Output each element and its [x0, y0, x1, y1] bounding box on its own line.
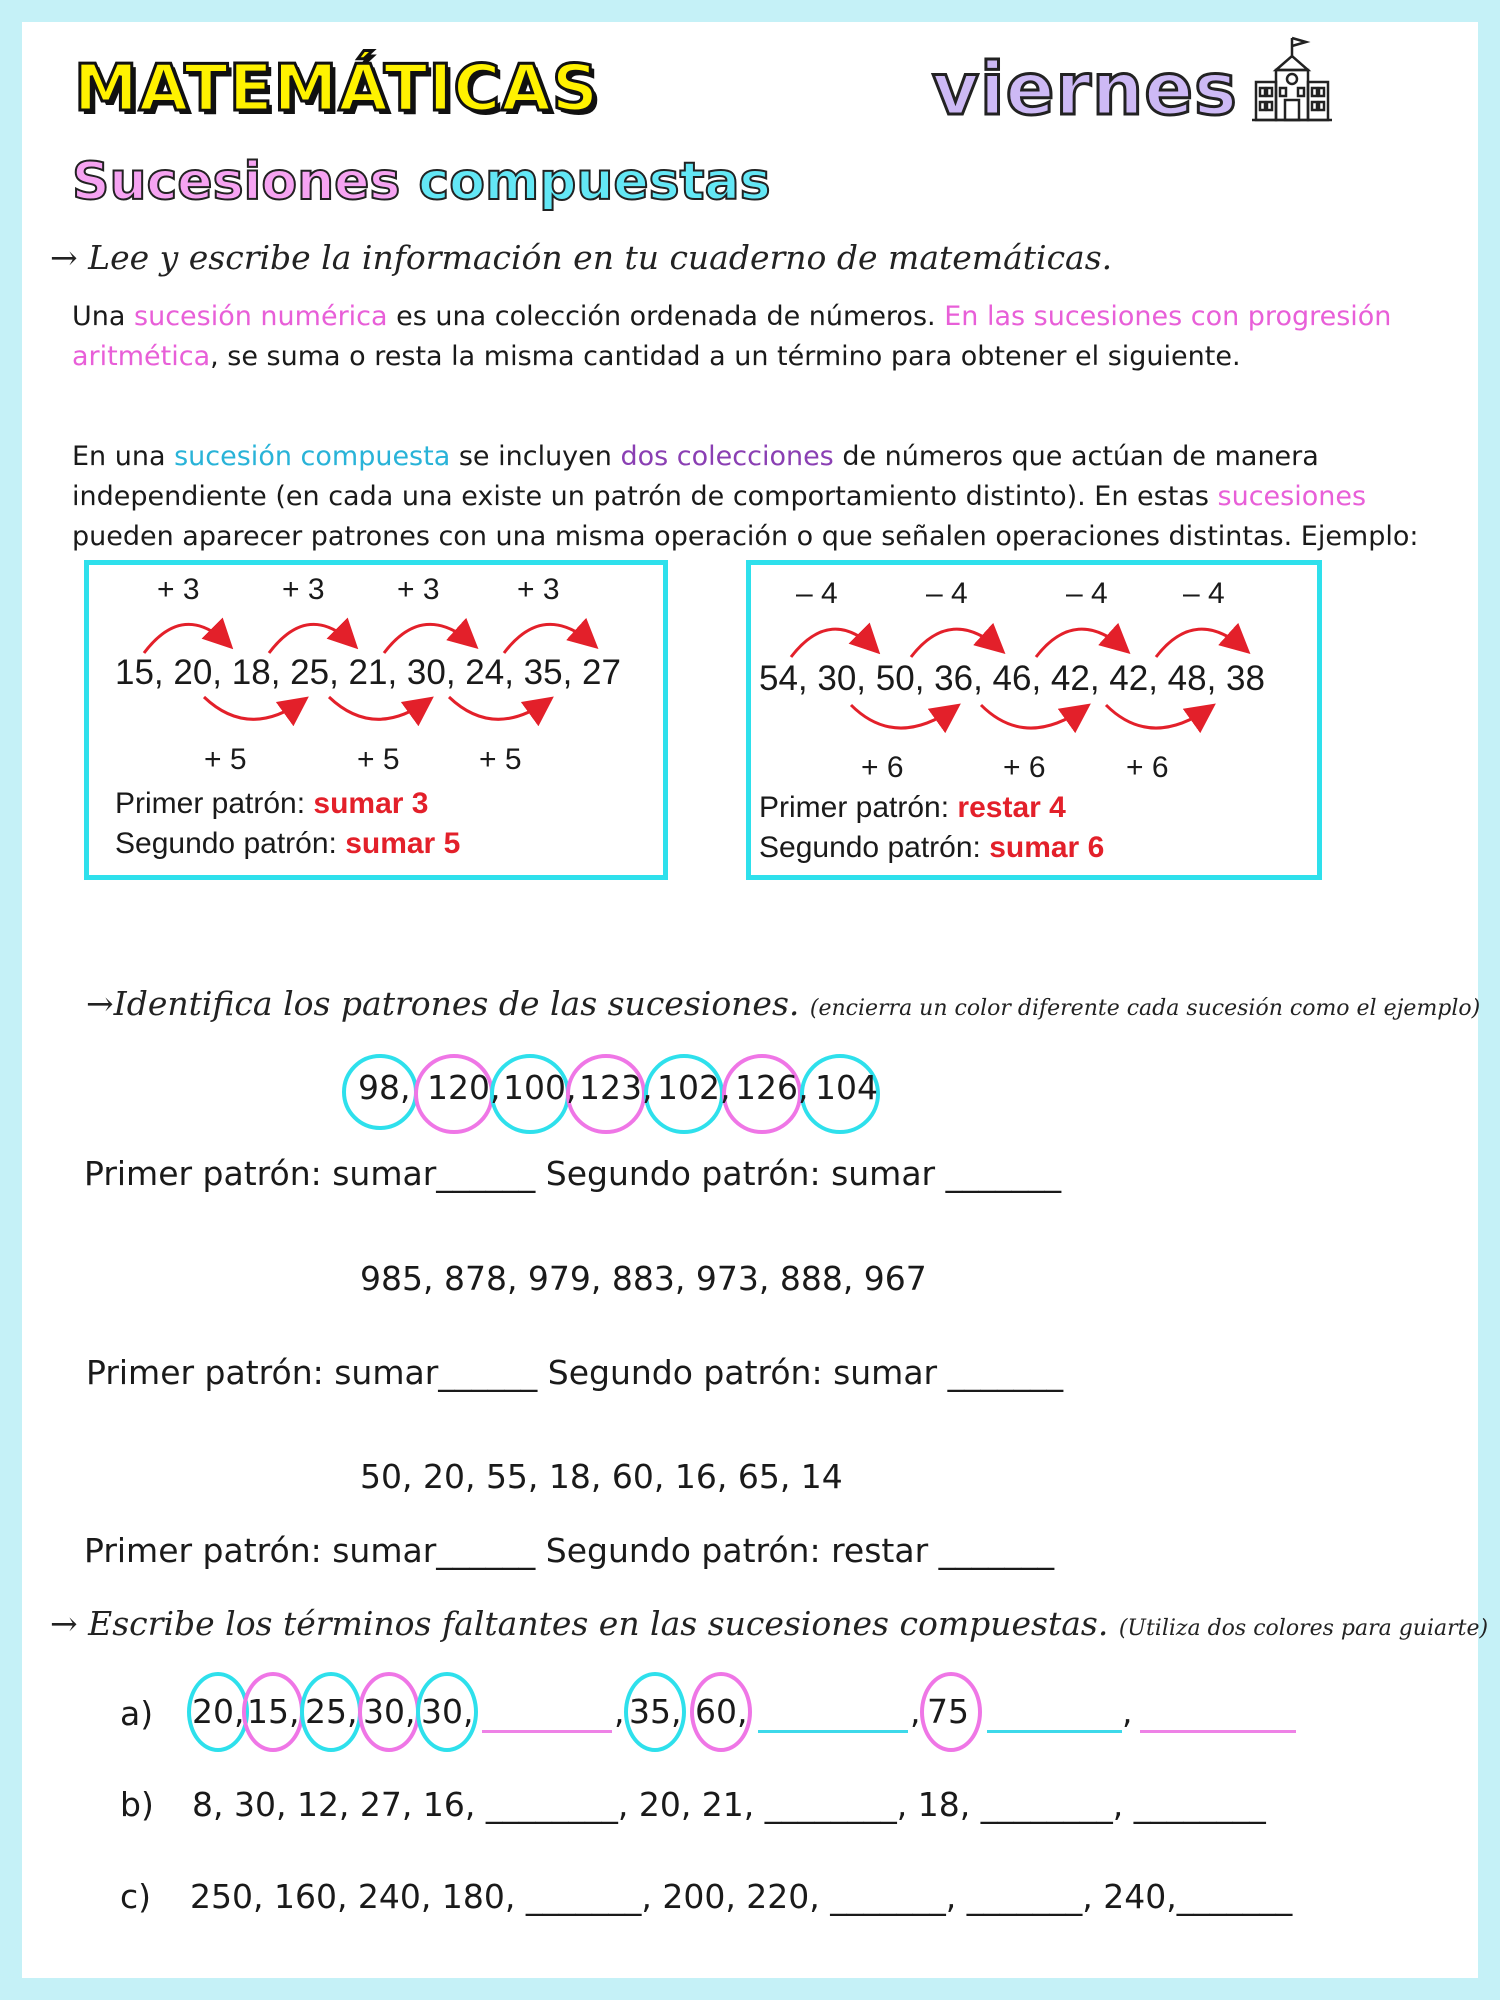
ex2-pattern-1-value: restar 4: [957, 791, 1066, 824]
seq1-term-5: 102,: [657, 1068, 731, 1107]
page-title: MATEMÁTICAS: [74, 52, 599, 126]
ex2-top-op-2: – 4: [926, 577, 968, 610]
item-a-sep-3: ,: [1122, 1692, 1133, 1731]
seq2-answer-line[interactable]: Primer patrón: sumar______ Segundo patrón: sumar _______: [86, 1353, 1064, 1392]
seq3-text: 50, 20, 55, 18, 60, 16, 65, 14: [360, 1457, 843, 1496]
item-a-label: a): [120, 1694, 154, 1733]
p2-highlight-1: sucesión compuesta: [174, 441, 451, 472]
p1-highlight-2: En las sucesiones con progresión aritmética: [72, 301, 1392, 372]
item-a-term-1: 20,: [192, 1692, 245, 1731]
read-instruction: [50, 238, 1112, 277]
item-a-blank-4[interactable]: [1140, 1730, 1296, 1733]
arrow-right-icon: →: [86, 984, 114, 1023]
p1-text-2: es una colección ordenada de números.: [387, 301, 945, 332]
ex2-bottom-op-1: + 6: [861, 751, 904, 784]
ex1-top-op-3: + 3: [397, 573, 440, 606]
missing-instruction: [50, 1604, 1488, 1643]
item-b-text[interactable]: 8, 30, 12, 27, 16, ________, 20, 21, ________, 18, ________, ________: [192, 1785, 1266, 1824]
seq1-term-1: 98,: [358, 1068, 411, 1107]
ex1-pattern-1-value: sumar 3: [313, 787, 429, 820]
ex1-pattern-2-label: Segundo patrón:: [115, 827, 346, 860]
ex2-top-op-1: – 4: [796, 577, 838, 610]
item-a-term-5: 30,: [421, 1692, 474, 1731]
item-c-text[interactable]: 250, 160, 240, 180, _______, 200, 220, _______, _______, 240,_______: [190, 1877, 1293, 1916]
ex2-pattern-2: [759, 831, 1104, 865]
subtitle: [72, 152, 771, 212]
subtitle-word-2: compuestas: [418, 152, 771, 212]
item-b-label: b): [120, 1785, 154, 1824]
ex1-top-op-1: + 3: [157, 573, 200, 606]
read-instruction-text: Lee y escribe la información en tu cuaderno de matemáticas.: [88, 238, 1113, 277]
item-a-blank-2[interactable]: [758, 1730, 908, 1733]
item-a-term-7: 60,: [695, 1692, 748, 1731]
arrow-right-icon: →: [50, 1604, 78, 1643]
ex1-pattern-2-value: sumar 5: [345, 827, 461, 860]
p1-text-3: , se suma o resta la misma cantidad a un término para obtener el siguiente.: [210, 341, 1241, 372]
ex1-bottom-op-3: + 5: [479, 743, 522, 776]
example-2-arrows: [751, 565, 1317, 875]
p2-text-4: pueden aparecer patrones con una misma operación o que señalen operaciones distintas. Ejemplo:: [72, 521, 1419, 552]
item-a-sep-1: ,: [614, 1692, 625, 1731]
seq1-term-7: 104: [815, 1068, 878, 1107]
paragraph-definition: [72, 297, 1452, 377]
ex2-pattern-1: [759, 791, 1066, 825]
example-box-1: [84, 560, 668, 880]
p2-text-1: En una: [72, 441, 175, 472]
seq3-answer-line[interactable]: Primer patrón: sumar______ Segundo patrón: restar _______: [84, 1531, 1055, 1570]
arrow-right-icon: →: [50, 238, 78, 277]
identify-instruction: [86, 984, 1480, 1023]
missing-note: (Utiliza dos colores para guiarte): [1118, 1616, 1489, 1641]
p1-text-1: Una: [72, 301, 135, 332]
item-a-term-4: 30,: [363, 1692, 416, 1731]
item-a-blank-3[interactable]: [987, 1730, 1122, 1733]
ex2-pattern-2-label: Segundo patrón:: [759, 831, 990, 864]
item-a-sep-2: ,: [910, 1692, 921, 1731]
ex1-bottom-op-1: + 5: [204, 743, 247, 776]
item-c-label: c): [120, 1877, 152, 1916]
subtitle-word-1: Sucesiones: [72, 152, 401, 212]
ex1-bottom-op-2: + 5: [357, 743, 400, 776]
ex2-top-op-4: – 4: [1183, 577, 1225, 610]
p1-highlight-1: sucesión numérica: [134, 301, 388, 332]
ex1-pattern-1: [115, 787, 428, 821]
item-a-term-8: 75: [927, 1692, 969, 1731]
seq1-answer-line[interactable]: Primer patrón: sumar______ Segundo patrón: sumar _______: [84, 1154, 1062, 1193]
paragraph-compound: [72, 437, 1452, 557]
ex1-top-op-2: + 3: [282, 573, 325, 606]
ex1-pattern-1-label: Primer patrón:: [115, 787, 314, 820]
seq1-term-6: 126,: [735, 1068, 809, 1107]
ex2-pattern-1-label: Primer patrón:: [759, 791, 958, 824]
p2-highlight-2: dos colecciones: [620, 441, 834, 472]
item-a-term-6: 35,: [629, 1692, 682, 1731]
ex2-top-op-3: – 4: [1066, 577, 1108, 610]
p2-text-2: se incluyen: [450, 441, 621, 472]
seq2-text: 985, 878, 979, 883, 973, 888, 967: [360, 1259, 927, 1298]
ex2-pattern-2-value: sumar 6: [989, 831, 1105, 864]
worksheet-page: [22, 22, 1489, 1978]
ex1-sequence: 15, 20, 18, 25, 21, 30, 24, 35, 27: [115, 653, 621, 692]
item-a-term-2: 15,: [247, 1692, 300, 1731]
day-label: viernes: [932, 47, 1238, 131]
school-icon: [1252, 34, 1332, 128]
item-a-term-3: 25,: [305, 1692, 358, 1731]
ex2-bottom-op-2: + 6: [1003, 751, 1046, 784]
ex1-pattern-2: [115, 827, 460, 861]
identify-note: (encierra un color diferente cada sucesión como el ejemplo): [809, 996, 1481, 1021]
p2-text-3: de números que actúan de manera independiente (en cada una existe un patrón de comportamiento distinto). En estas: [72, 441, 1319, 512]
identify-instruction-text: Identifica los patrones de las sucesiones.: [113, 984, 800, 1023]
ex1-top-op-4: + 3: [517, 573, 560, 606]
seq1-term-2: 120,: [427, 1068, 501, 1107]
seq1-term-3: 100,: [503, 1068, 577, 1107]
example-box-2: [746, 560, 1322, 880]
ex2-sequence: 54, 30, 50, 36, 46, 42, 42, 48, 38: [759, 659, 1265, 698]
item-a-blank-1[interactable]: [482, 1730, 612, 1733]
seq1-term-4: 123,: [579, 1068, 653, 1107]
ex2-bottom-op-3: + 6: [1126, 751, 1169, 784]
missing-instruction-text: Escribe los términos faltantes en las sucesiones compuestas.: [88, 1604, 1109, 1643]
p2-highlight-3: sucesiones: [1217, 481, 1367, 512]
